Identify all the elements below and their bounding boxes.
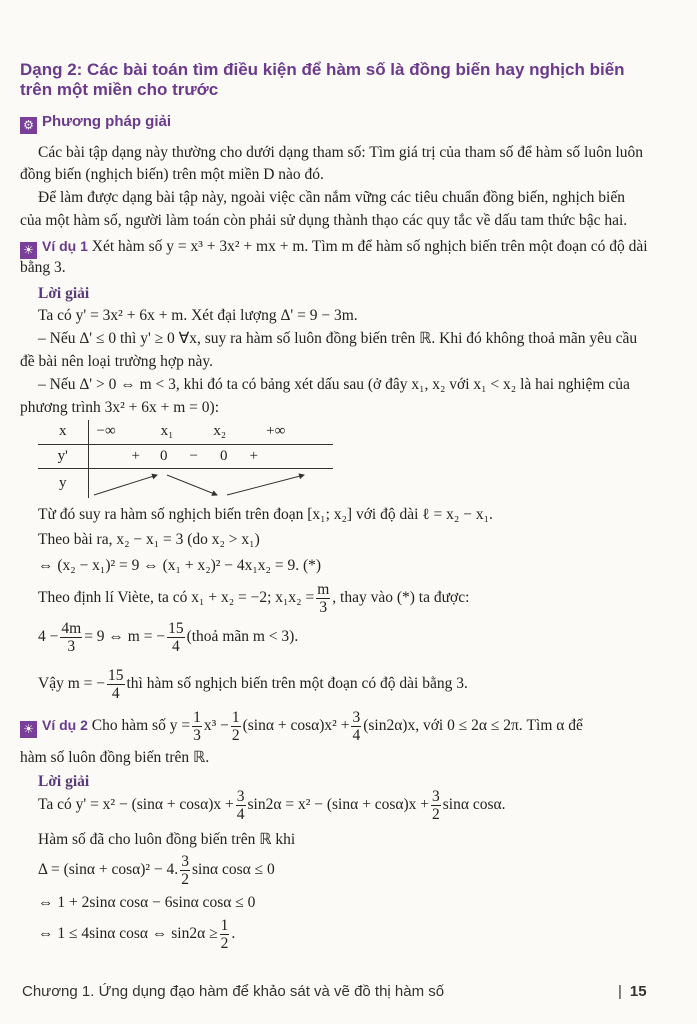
cell: x₁: [160, 423, 174, 440]
heading-line: Dạng 2: Các bài toán tìm điều kiện để hàm số là đồng biến hay nghịch biến: [20, 60, 625, 79]
text: hàm số luôn đồng biến trên ℝ.: [20, 749, 210, 766]
cell: 0: [219, 447, 228, 464]
fraction: [316, 581, 330, 616]
cell: y': [57, 447, 68, 464]
numerator: 3: [181, 852, 189, 870]
text: thì hàm số nghịch biến trên một đoạn có độ dài bằng 3.: [126, 675, 468, 692]
gear-icon: ⚙: [20, 117, 37, 134]
equation: [38, 617, 298, 657]
denominator: 2: [432, 805, 440, 823]
text: ⇔ 1 ≤ 4sinα cosα ⇔ sin2α ≥: [38, 925, 218, 942]
text: (sin2α)x, với 0 ≤ 2α ≤ 2π. Tìm α để: [363, 717, 583, 734]
denominator: 2: [220, 934, 229, 952]
fraction: [236, 788, 246, 823]
cell: −∞: [96, 423, 116, 440]
cell: +: [249, 447, 258, 464]
equation: [38, 664, 468, 704]
section-heading: [20, 60, 625, 100]
cell: +: [131, 447, 140, 464]
heading-line: trên một miền cho trước: [20, 80, 219, 99]
numerator: 1: [231, 708, 240, 726]
text: x³ −: [203, 717, 229, 734]
numerator: m: [317, 580, 330, 598]
denominator: 4: [236, 805, 245, 823]
numerator: 15: [108, 666, 124, 684]
equation: [38, 785, 506, 825]
cell: x: [59, 423, 67, 440]
text: sinα cosα.: [442, 796, 506, 813]
variation-arrows: [89, 469, 339, 499]
denominator: 2: [231, 726, 240, 744]
fraction: [180, 853, 190, 888]
fraction: [431, 788, 441, 823]
text: Xét hàm số y = x³ + 3x² + mx + m. Tìm m để hàm số nghịch biến trên một đoạn có độ dài: [91, 238, 648, 255]
example-label: Ví dụ 2: [42, 717, 88, 733]
method-title-text: Phương pháp giải: [42, 113, 172, 130]
cell: x₂: [213, 423, 227, 440]
denominator: 4: [111, 684, 120, 702]
denominator: 4: [352, 726, 361, 744]
text: Theo định lí Viète, ta có x₁ + x₂ = −2; x₁x₂ =: [38, 589, 315, 606]
numerator: 1: [220, 916, 229, 934]
text: = 9 ⇔ m = −: [84, 628, 166, 645]
text: Hàm số đã cho luôn đồng biến trên ℝ khi: [38, 831, 296, 848]
denominator: 4: [171, 637, 180, 655]
text: sin2α = x² − (sinα + cosα)x +: [247, 796, 430, 813]
cell: +∞: [266, 423, 286, 440]
cell: 0: [159, 447, 168, 464]
text: bằng 3.: [20, 259, 66, 276]
text: Δ = (sinα + cosα)² − 4.: [38, 861, 179, 878]
cell: −: [189, 447, 198, 464]
page-number-text: 15: [629, 983, 647, 1000]
fraction: [351, 709, 361, 744]
text: ⇔ (x₂ − x₁)² = 9 ⇔ (x₁ + x₂)² − 4x₁x₂ = 9. (*): [38, 557, 322, 574]
paragraph: đồng biến (nghịch biến) trên một miền D nào đó.: [20, 166, 324, 183]
text: – Nếu Δ' > 0 ⇔ m < 3, khi đó ta có bảng xét dấu sau (ở đây x₁, x₂ với x₁ < x₂ là hai nghiệm của: [38, 376, 630, 393]
text: Ta có y' = x² − (sinα + cosα)x +: [38, 796, 234, 813]
text: Cho hàm số y =: [91, 717, 191, 734]
denominator: 2: [181, 870, 189, 888]
text: đề bài nên loại trường hợp này.: [20, 353, 213, 370]
numerator: 3: [236, 787, 245, 805]
text: Ta có y' = 3x² + 6x + m. Xét đại lượng Δ' = 9 − 3m.: [38, 307, 358, 324]
numerator: 15: [168, 619, 184, 637]
example-1-question: [20, 236, 648, 259]
text: 4 −: [38, 628, 59, 645]
numerator: 3: [432, 787, 440, 805]
example-2-question: [20, 705, 583, 746]
page-number: [618, 982, 647, 1002]
fraction: [220, 917, 230, 952]
solution-label: Lời giải: [38, 285, 90, 302]
solution-label: Lời giải: [38, 773, 90, 790]
numerator: 1: [193, 708, 201, 726]
paragraph: của một hàm số, người làm toán còn phải sử dụng thành thạo các quy tắc về dấu tam thức bậc hai.: [20, 212, 628, 229]
equation: [38, 914, 235, 954]
fraction: [192, 709, 202, 744]
divider: |: [618, 983, 622, 1000]
text: – Nếu Δ' ≤ 0 thì y' ≥ 0 ∀x, suy ra hàm số luôn đồng biến trên ℝ. Khi đó không thoả mãn yêu cầu: [38, 330, 638, 347]
equation: [38, 578, 469, 618]
fraction: [167, 620, 185, 655]
text: .: [231, 925, 236, 942]
fraction: [107, 667, 125, 702]
denominator: 3: [319, 598, 328, 616]
text: phương trình 3x² + 6x + m = 0):: [20, 399, 220, 416]
example-label: Ví dụ 1: [42, 238, 88, 254]
paragraph: Các bài tập dạng này thường cho dưới dạng tham số: Tìm giá trị của tham số để hàm số luôn luôn: [38, 144, 644, 161]
text: ⇔ 1 + 2sinα cosα − 6sinα cosα ≤ 0: [38, 894, 256, 911]
text: Vậy m = −: [38, 675, 105, 692]
text: , thay vào (*) ta được:: [332, 589, 470, 606]
lightbulb-icon: ☀: [20, 721, 37, 738]
lightbulb-icon: ☀: [20, 242, 37, 259]
numerator: 4m: [61, 619, 82, 637]
text: Từ đó suy ra hàm số nghịch biến trên đoạn [x₁; x₂] với độ dài ℓ = x₂ − x₁.: [38, 506, 493, 523]
denominator: 3: [193, 726, 201, 744]
equation: [38, 850, 275, 890]
numerator: 3: [352, 708, 361, 726]
paragraph: Để làm được dạng bài tập này, ngoài việc cần nắm vững các tiêu chuẩn đồng biến, nghịch biến: [38, 189, 625, 206]
footer-chapter: Chương 1. Ứng dụng đạo hàm để khảo sát và vẽ đồ thị hàm số: [22, 983, 445, 1000]
denominator: 3: [67, 637, 76, 655]
fraction: [60, 620, 82, 655]
cell: y: [59, 474, 67, 491]
method-title: [20, 112, 171, 134]
text: (thoả mãn m < 3).: [186, 628, 299, 645]
text: Theo bài ra, x₂ − x₁ = 3 (do x₂ > x₁): [38, 531, 260, 548]
text: (sinα + cosα)x² +: [242, 717, 350, 734]
sign-table: [38, 420, 333, 498]
text: sinα cosα ≤ 0: [191, 861, 275, 878]
fraction: [231, 709, 241, 744]
